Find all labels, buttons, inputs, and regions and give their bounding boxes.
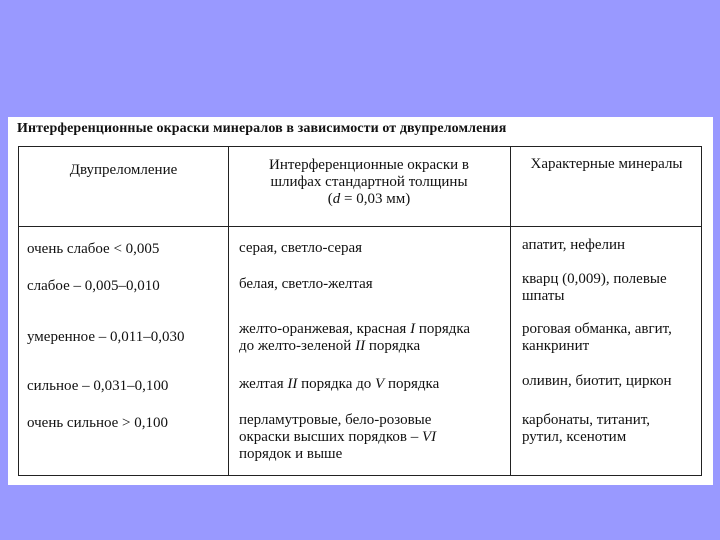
header-divider [19, 226, 701, 227]
row-2-colors-line-1: белая, светло-желтая [239, 276, 373, 292]
slide-sheet [8, 117, 713, 485]
row-5-minerals [522, 412, 650, 446]
row-1-colors [239, 240, 362, 257]
row-1-minerals [522, 237, 625, 254]
column-divider-2 [510, 147, 511, 475]
row-4-colors [239, 376, 439, 393]
row-5-minerals-line-1: карбонаты, титанит, [522, 412, 650, 428]
row-2-birefringence: слабое – 0,005–0,010 [27, 278, 160, 294]
header-birefringence-label: Двупреломление [69, 162, 178, 178]
birefringence-table [18, 146, 702, 476]
row-3-minerals-line-1: роговая обманка, авгит, [522, 321, 672, 337]
row-4-colors-line-1: желтая II порядка до V порядка [239, 376, 440, 392]
header-colors [228, 157, 510, 208]
row-3-colors [239, 321, 470, 355]
row-2-minerals [522, 271, 667, 305]
row-2-colors [239, 276, 373, 293]
header-colors-line-2: шлифах стандартной толщины [270, 174, 468, 190]
row-2-minerals-line-1: кварц (0,009), полевые [522, 271, 667, 287]
row-5-colors-line-1: перламутровые, бело-розовые [239, 412, 432, 428]
row-1-birefringence: очень слабое < 0,005 [27, 241, 160, 257]
row-1-minerals-line-1: апатит, нефелин [522, 237, 626, 253]
row-5-minerals-line-2: рутил, ксенотим [522, 429, 627, 445]
row-3-minerals-line-2: канкринит [522, 338, 590, 354]
header-birefringence [19, 162, 228, 179]
row-5-colors-line-3: порядок и выше [239, 446, 343, 462]
row-3-birefringence: умеренное – 0,011–0,030 [27, 329, 185, 345]
header-minerals [510, 156, 703, 173]
row-3-colors-line-2: до желто-зеленой II порядка [239, 338, 421, 354]
row-2-minerals-line-2: шпаты [522, 288, 565, 304]
table-title: Интерференционные окраски минералов в зависимости от двупреломления [17, 121, 507, 136]
row-5-colors-line-2: окраски высших порядков – VI [239, 429, 437, 445]
row-5-colors [239, 412, 436, 463]
row-4-birefringence: сильное – 0,031–0,100 [27, 378, 169, 394]
row-5-birefringence: очень сильное > 0,100 [27, 415, 169, 431]
row-3-colors-line-1: желто-оранжевая, красная I порядка [239, 321, 471, 337]
row-4-minerals [522, 373, 672, 390]
header-colors-line-3: (d = 0,03 мм) [327, 191, 411, 207]
row-4-minerals-line-1: оливин, биотит, циркон [522, 373, 672, 389]
row-1-colors-line-1: серая, светло-серая [239, 240, 363, 256]
row-3-minerals [522, 321, 672, 355]
header-minerals-label: Характерные минералы [530, 156, 683, 172]
header-colors-line-1: Интерференционные окраски в [269, 157, 469, 173]
